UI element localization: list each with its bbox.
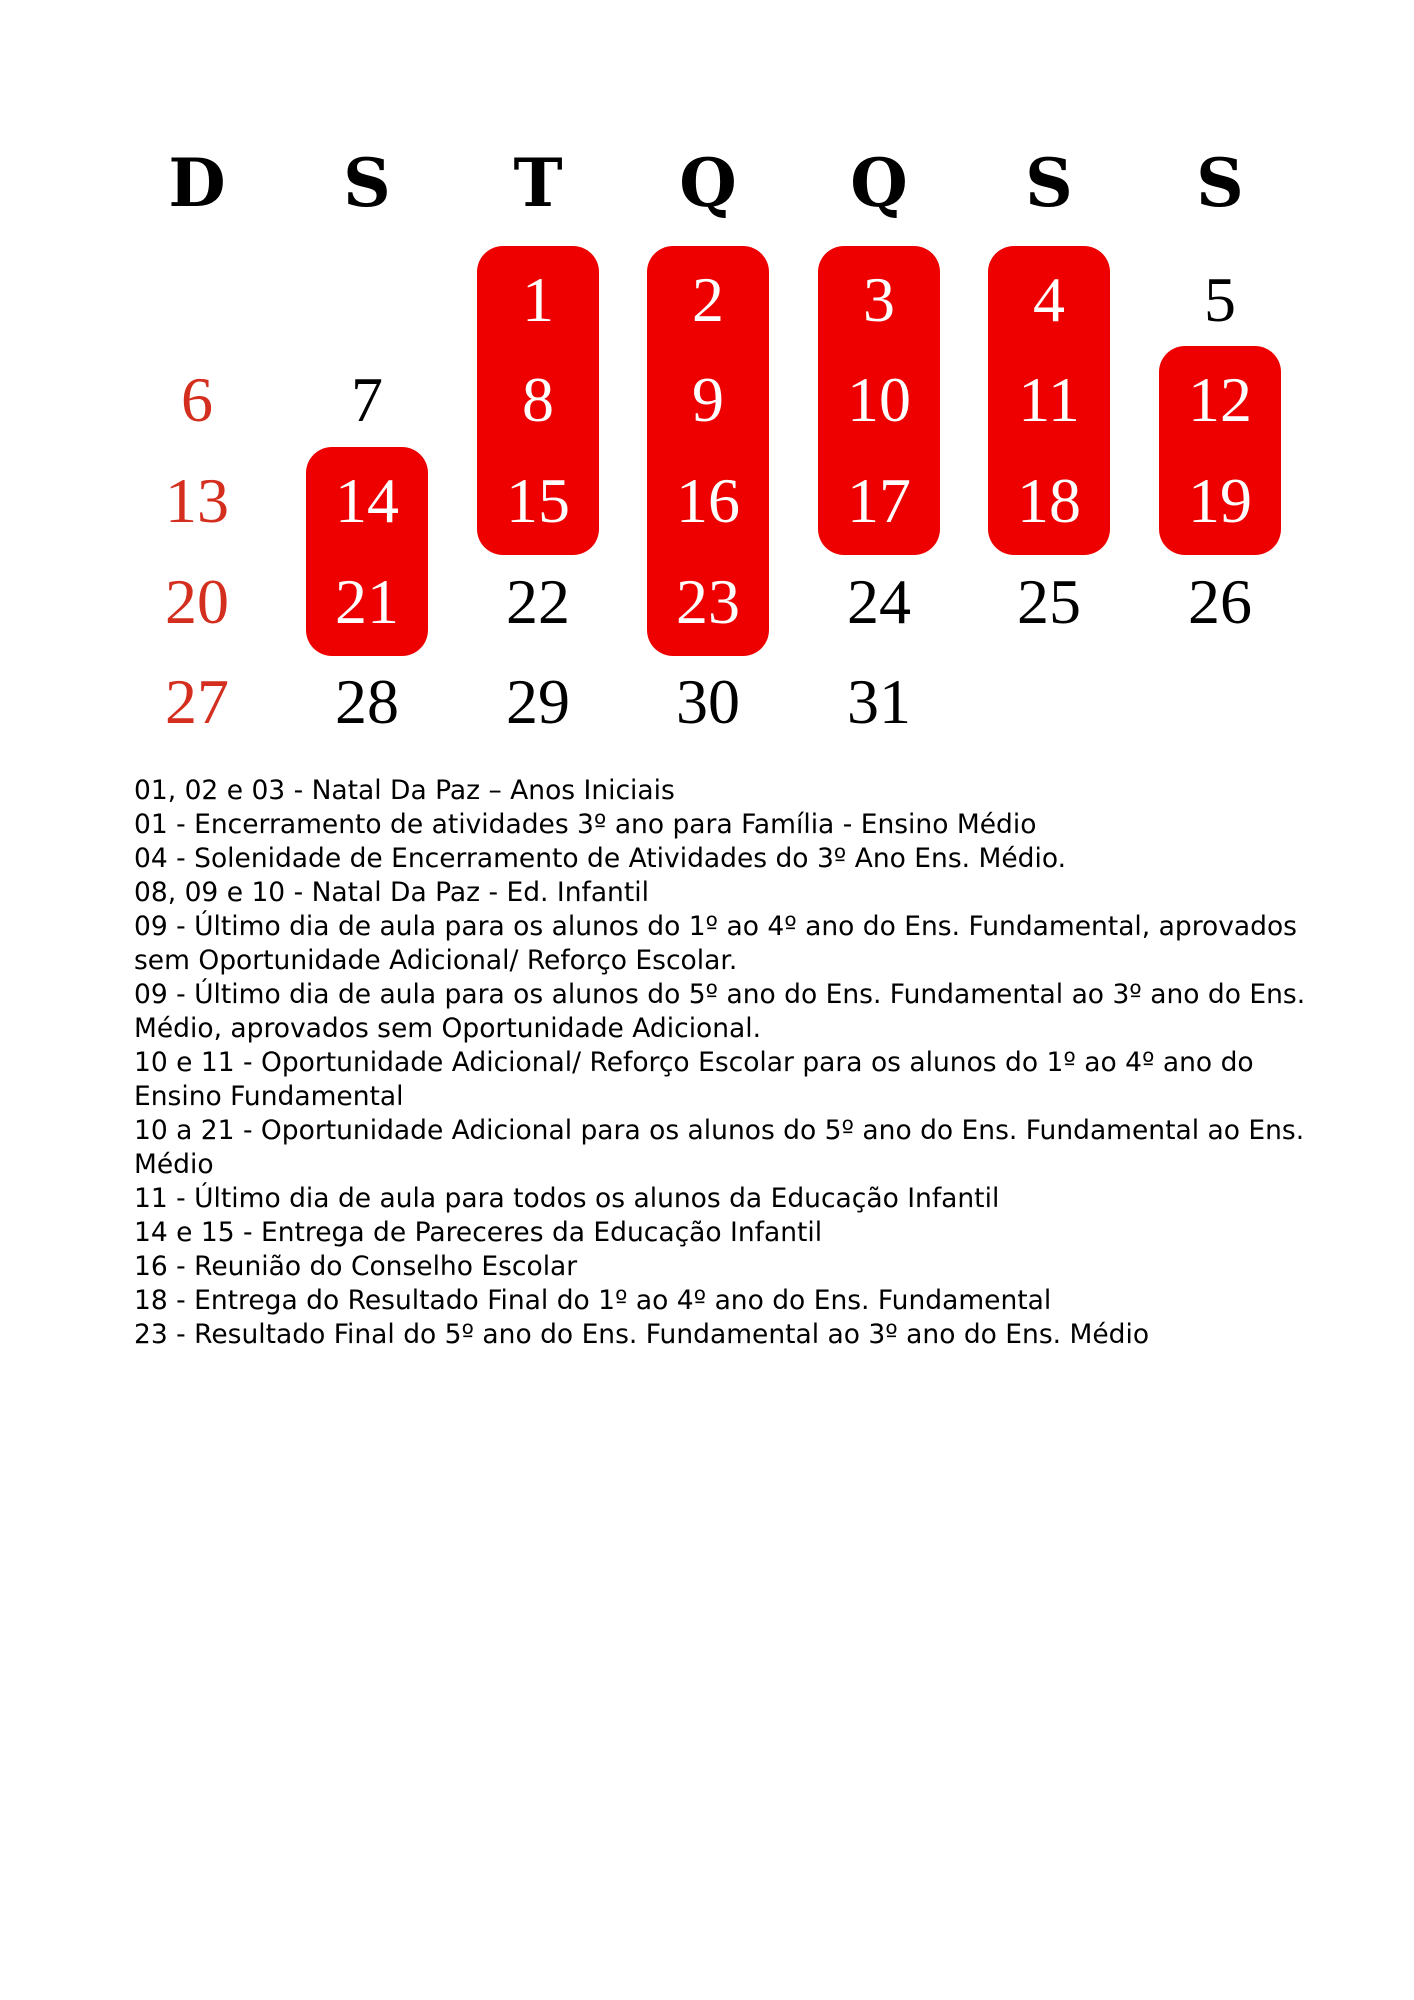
weekday-header-thursday: Q	[850, 144, 908, 222]
calendar-day-17: 17	[847, 465, 911, 536]
calendar-day-31: 31	[847, 666, 911, 737]
calendar-day-26: 26	[1188, 566, 1252, 637]
calendar-day-14: 14	[335, 465, 399, 536]
calendar-day-4: 4	[1033, 264, 1065, 335]
calendar-day-21: 21	[335, 566, 399, 637]
weekday-header-friday: S	[1025, 144, 1073, 222]
weekday-header-wednesday: Q	[679, 144, 737, 222]
event-note: 14 e 15 - Entrega de Pareceres da Educação Infantil	[134, 1217, 823, 1248]
event-note: 16 - Reunião do Conselho Escolar	[134, 1251, 578, 1282]
calendar-day-23: 23	[676, 566, 740, 637]
month-calendar	[0, 0, 1414, 760]
calendar-day-25: 25	[1017, 566, 1081, 637]
event-note: 23 - Resultado Final do 5º ano do Ens. Fundamental ao 3º ano do Ens. Médio	[134, 1319, 1150, 1350]
event-note: 18 - Entrega do Resultado Final do 1º ao 4º ano do Ens. Fundamental	[134, 1285, 1052, 1316]
calendar-day-12: 12	[1188, 364, 1252, 435]
event-note: 10 e 11 - Oportunidade Adicional/ Reforço Escolar para os alunos do 1º ao 4º ano do Ensino Fundamental	[134, 1047, 1254, 1112]
events-list	[134, 774, 1314, 1352]
weekday-header-sunday: D	[168, 144, 226, 222]
calendar-day-27: 27	[165, 666, 229, 737]
calendar-day-9: 9	[692, 364, 724, 435]
calendar-day-24: 24	[847, 566, 911, 637]
calendar-day-3: 3	[863, 264, 895, 335]
weekday-header-tuesday: T	[513, 144, 563, 222]
weekday-header-saturday: S	[1196, 144, 1244, 222]
calendar-day-30: 30	[676, 666, 740, 737]
event-note: 01 - Encerramento de atividades 3º ano para Família - Ensino Médio	[134, 809, 1037, 840]
calendar-day-22: 22	[506, 566, 570, 637]
event-note: 10 a 21 - Oportunidade Adicional para os alunos do 5º ano do Ens. Fundamental ao Ens. Médio	[134, 1115, 1305, 1180]
calendar-day-15: 15	[506, 465, 570, 536]
calendar-day-18: 18	[1017, 465, 1081, 536]
calendar-day-2: 2	[692, 264, 724, 335]
calendar-day-11: 11	[1018, 364, 1080, 435]
event-note: 04 - Solenidade de Encerramento de Atividades do 3º Ano Ens. Médio.	[134, 843, 1066, 874]
event-note: 09 - Último dia de aula para os alunos do 1º ao 4º ano do Ens. Fundamental, aprovados sem Oportunidade Adicional/ Reforço Escolar.	[134, 911, 1297, 976]
calendar-day-29: 29	[506, 666, 570, 737]
event-note: 09 - Último dia de aula para os alunos do 5º ano do Ens. Fundamental ao 3º ano do Ens. Médio, aprovados sem Oportunidade Adicional.	[134, 979, 1306, 1044]
calendar-day-5: 5	[1204, 264, 1236, 335]
calendar-day-28: 28	[335, 666, 399, 737]
event-note: 08, 09 e 10 - Natal Da Paz - Ed. Infantil	[134, 877, 649, 908]
weekday-header-monday: S	[343, 144, 391, 222]
calendar-day-20: 20	[165, 566, 229, 637]
calendar-day-16: 16	[676, 465, 740, 536]
calendar-day-1: 1	[522, 264, 554, 335]
calendar-day-19: 19	[1188, 465, 1252, 536]
calendar-day-8: 8	[522, 364, 554, 435]
calendar-day-13: 13	[165, 465, 229, 536]
calendar-day-6: 6	[181, 364, 213, 435]
calendar-day-10: 10	[847, 364, 911, 435]
event-note: 01, 02 e 03 - Natal Da Paz – Anos Iniciais	[134, 775, 675, 806]
event-note: 11 - Último dia de aula para todos os alunos da Educação Infantil	[134, 1183, 1000, 1214]
calendar-day-7: 7	[351, 364, 383, 435]
